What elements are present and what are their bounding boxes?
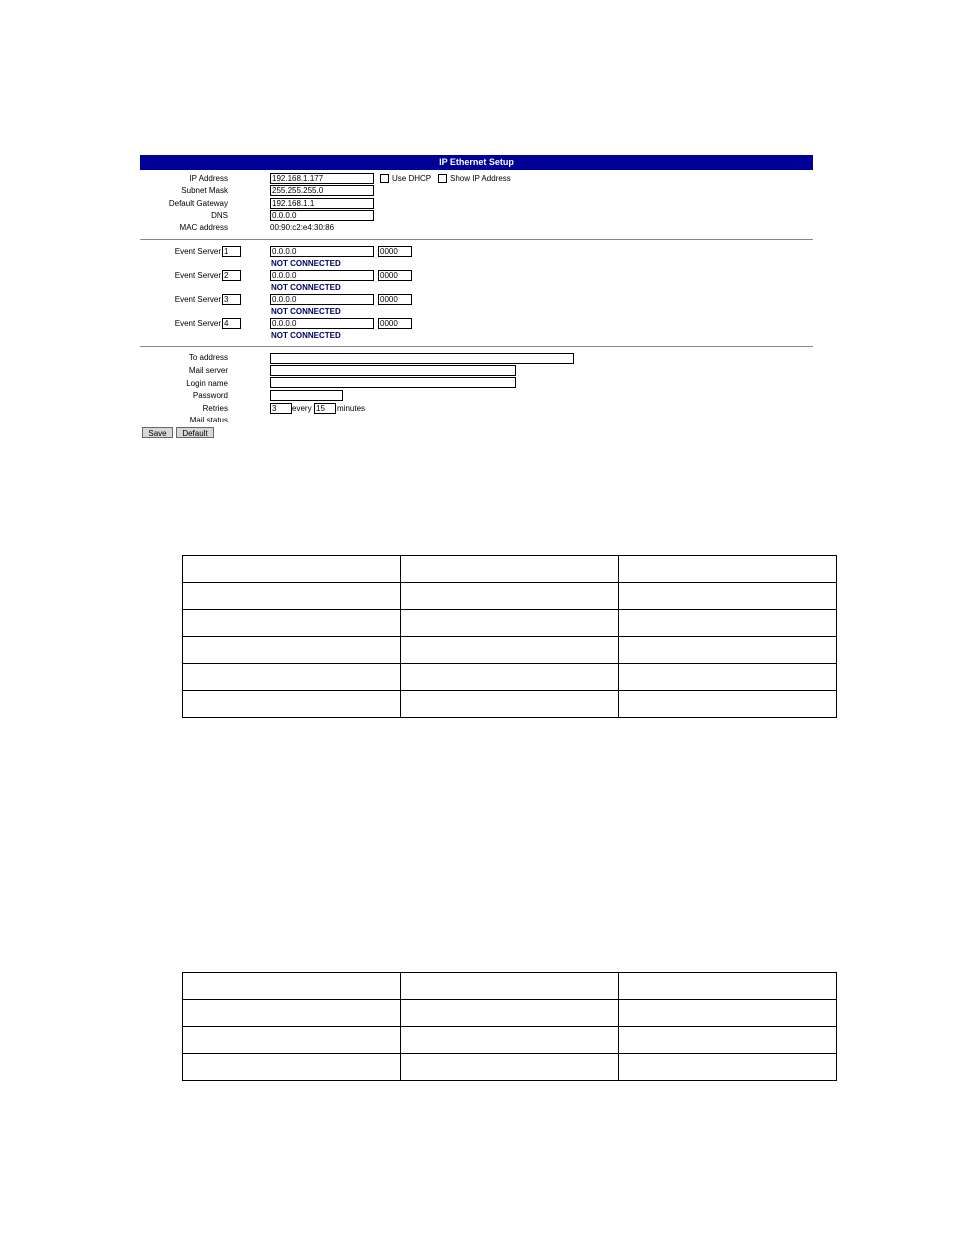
table-cell xyxy=(401,1027,619,1054)
event-server-number-input[interactable]: 3 xyxy=(222,294,241,305)
default-gateway-input[interactable]: 192.168.1.1 xyxy=(270,198,374,209)
divider xyxy=(140,346,813,347)
table-cell xyxy=(401,691,619,718)
table-cell xyxy=(619,637,837,664)
ip-address-label: IP Address xyxy=(189,174,228,183)
table-cell xyxy=(183,1027,401,1054)
password-label: Password xyxy=(192,391,228,400)
event-server-label: Event Server xyxy=(174,295,221,304)
login-name-label: Login name xyxy=(186,379,228,388)
table-row xyxy=(183,973,837,1000)
password-input[interactable] xyxy=(270,390,343,401)
show-ip-label: Show IP Address xyxy=(450,174,511,183)
table-cell xyxy=(619,664,837,691)
empty-table-1 xyxy=(182,555,837,718)
subnet-mask-input[interactable]: 255.255.255.0 xyxy=(270,185,374,196)
table-cell xyxy=(401,1054,619,1081)
table-row xyxy=(183,1054,837,1081)
table-row xyxy=(183,583,837,610)
subnet-mask-label: Subnet Mask xyxy=(181,186,228,195)
every-label: every xyxy=(292,404,312,413)
event-server-port-input[interactable]: 0000 xyxy=(378,294,412,305)
dns-label: DNS xyxy=(211,211,228,220)
mail-server-label: Mail server xyxy=(188,366,228,375)
event-server-address-input[interactable]: 0.0.0.0 xyxy=(270,246,374,257)
table-row xyxy=(183,610,837,637)
table-cell xyxy=(619,1000,837,1027)
table-cell xyxy=(619,556,837,583)
table-row xyxy=(183,1027,837,1054)
empty-table-2 xyxy=(182,972,837,1081)
table-cell xyxy=(183,1054,401,1081)
table-cell xyxy=(183,691,401,718)
event-server-number-input[interactable]: 4 xyxy=(222,318,241,329)
event-server-label: Event Server xyxy=(174,247,221,256)
event-server-number-input[interactable]: 2 xyxy=(222,270,241,281)
event-server-address-input[interactable]: 0.0.0.0 xyxy=(270,270,374,281)
mac-address-value: 00:90:c2:e4:30:86 xyxy=(270,223,335,232)
table-row xyxy=(183,556,837,583)
event-server-number-input[interactable]: 1 xyxy=(222,246,241,257)
login-name-input[interactable] xyxy=(270,377,516,388)
to-address-label: To address xyxy=(188,353,228,362)
table-cell xyxy=(401,973,619,1000)
event-server-address-input[interactable]: 0.0.0.0 xyxy=(270,318,374,329)
retries-input[interactable]: 3 xyxy=(270,403,292,414)
table-cell xyxy=(401,556,619,583)
table-cell xyxy=(401,583,619,610)
event-server-port-input[interactable]: 0000 xyxy=(378,270,412,281)
table-cell xyxy=(183,637,401,664)
table-cell xyxy=(183,610,401,637)
event-server-status: NOT CONNECTED xyxy=(271,331,341,340)
event-server-status: NOT CONNECTED xyxy=(271,259,341,268)
use-dhcp-label: Use DHCP xyxy=(392,174,432,183)
event-server-status: NOT CONNECTED xyxy=(271,283,341,292)
to-address-input[interactable] xyxy=(270,353,574,364)
show-ip-checkbox[interactable] xyxy=(438,174,447,183)
table-row xyxy=(183,637,837,664)
table-cell xyxy=(619,610,837,637)
table-cell xyxy=(619,1054,837,1081)
default-gateway-label: Default Gateway xyxy=(168,199,228,208)
table-cell xyxy=(183,1000,401,1027)
table-cell xyxy=(401,1000,619,1027)
table-cell xyxy=(619,583,837,610)
save-button[interactable]: Save xyxy=(142,427,173,438)
table-cell xyxy=(619,691,837,718)
table-row xyxy=(183,1000,837,1027)
event-server-label: Event Server xyxy=(174,271,221,280)
event-server-status: NOT CONNECTED xyxy=(271,307,341,316)
table-cell xyxy=(183,973,401,1000)
use-dhcp-checkbox[interactable] xyxy=(380,174,389,183)
mac-address-label: MAC address xyxy=(179,223,228,232)
table-cell xyxy=(183,583,401,610)
dns-input[interactable]: 0.0.0.0 xyxy=(270,210,374,221)
table-cell xyxy=(401,637,619,664)
panel-title: IP Ethernet Setup xyxy=(140,155,813,170)
table-row xyxy=(183,664,837,691)
table-cell xyxy=(401,610,619,637)
event-server-label: Event Server xyxy=(174,319,221,328)
divider xyxy=(140,239,813,240)
table-cell xyxy=(619,973,837,1000)
event-server-port-input[interactable]: 0000 xyxy=(378,318,412,329)
mail-status-label: Mail status xyxy=(189,416,228,422)
minutes-label: minutes xyxy=(337,404,366,413)
default-button[interactable]: Default xyxy=(176,427,214,438)
table-cell xyxy=(183,664,401,691)
event-server-port-input[interactable]: 0000 xyxy=(378,246,412,257)
event-server-address-input[interactable]: 0.0.0.0 xyxy=(270,294,374,305)
table-cell xyxy=(401,664,619,691)
table-row xyxy=(183,691,837,718)
ip-address-input[interactable]: 192.168.1.177 xyxy=(270,173,374,184)
table-cell xyxy=(183,556,401,583)
interval-input[interactable]: 15 xyxy=(314,403,336,414)
table-cell xyxy=(619,1027,837,1054)
retries-label: Retries xyxy=(202,404,228,413)
mail-server-input[interactable] xyxy=(270,365,516,376)
